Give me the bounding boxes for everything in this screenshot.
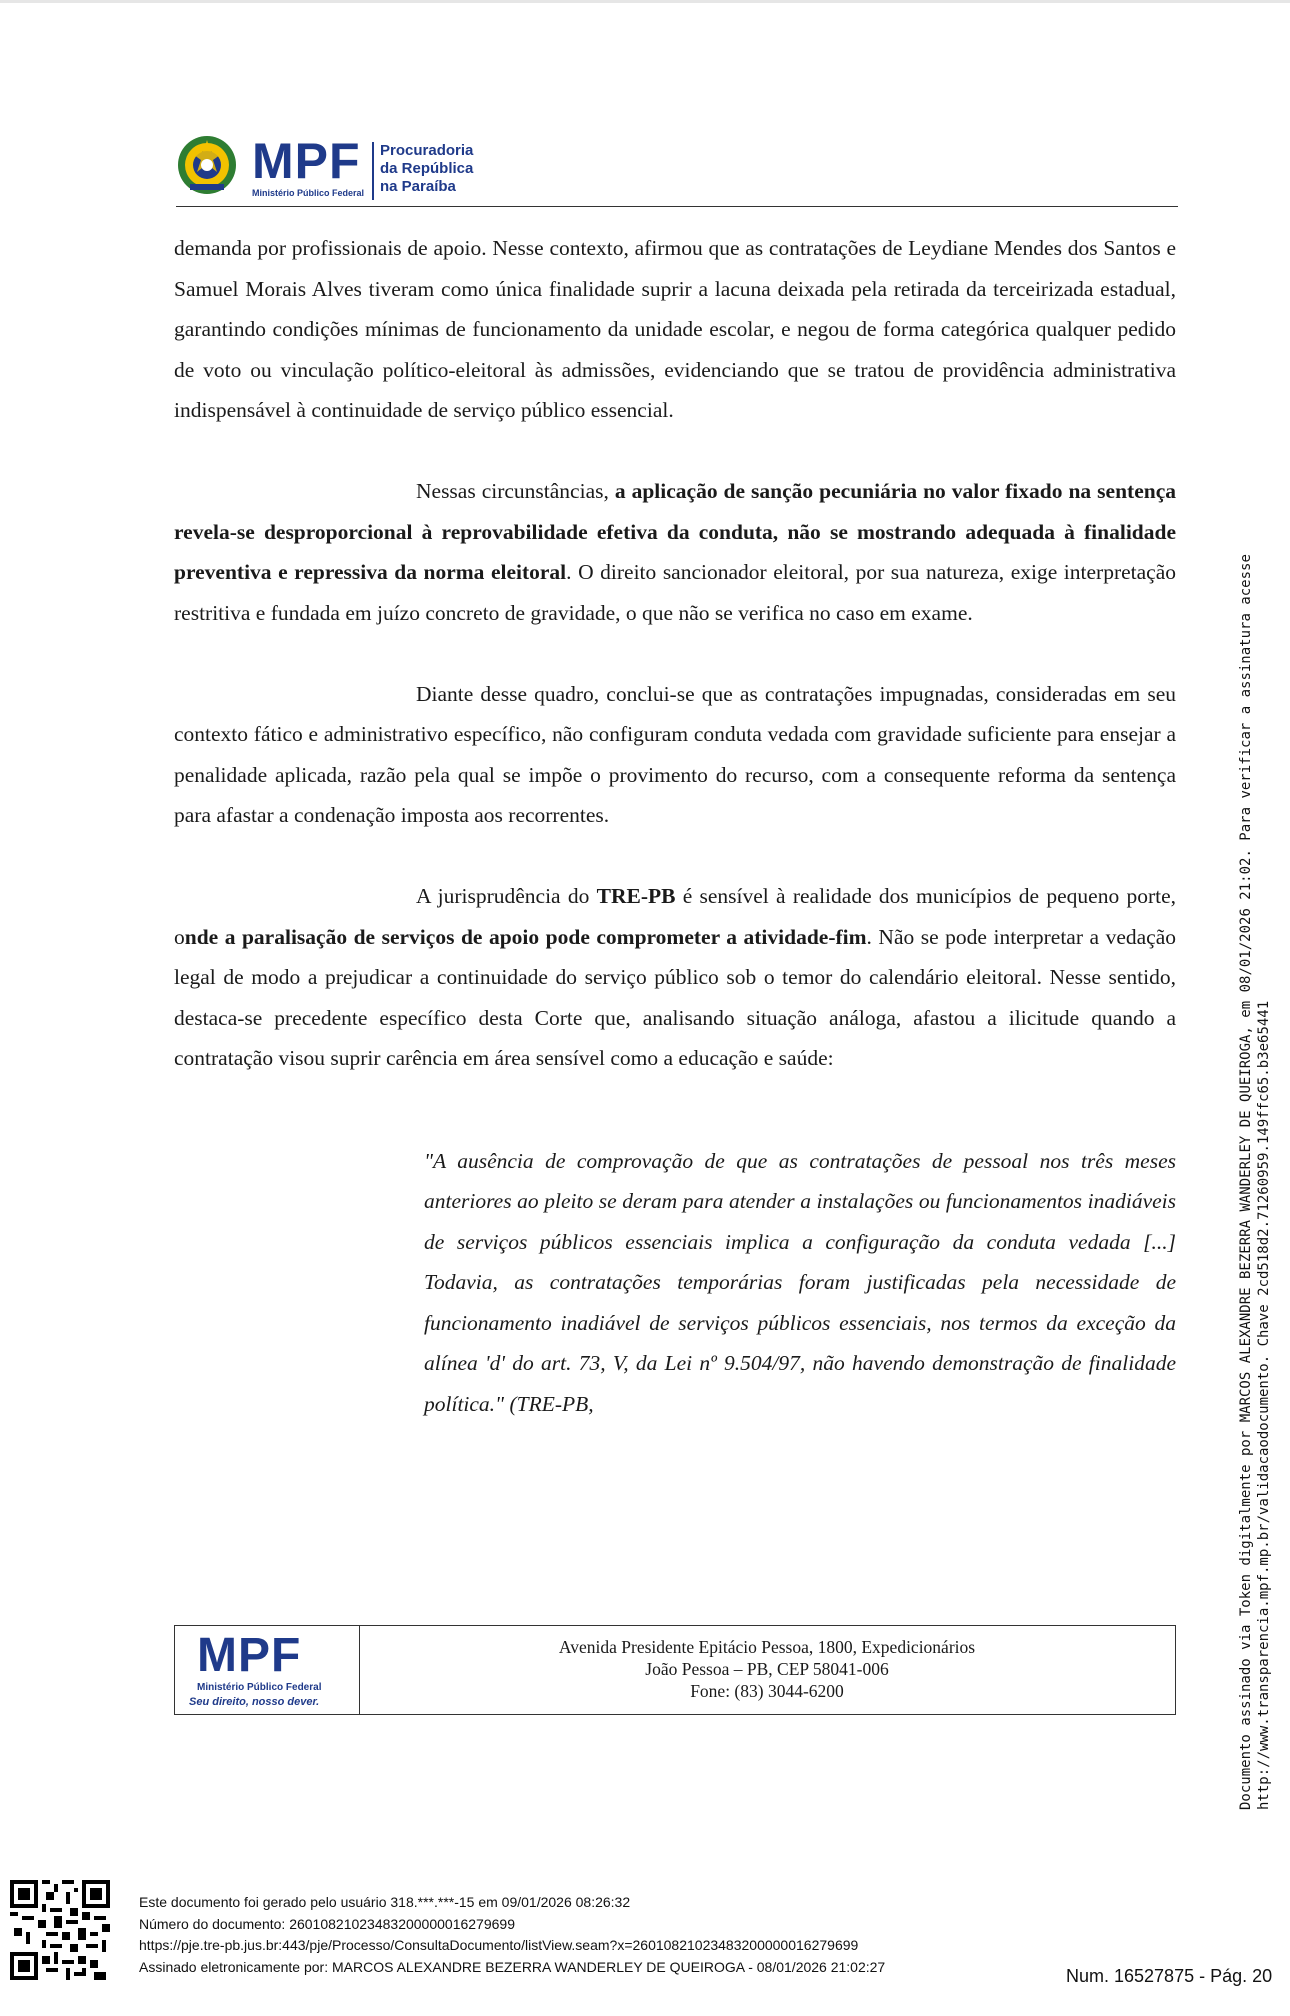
- procuradoria-label: [380, 142, 473, 196]
- footer-box: [174, 1625, 1176, 1715]
- footer-logo-subtext: Ministério Público Federal: [197, 1682, 322, 1693]
- bold-text: a aplicação de sanção pecuniária no valor fixado na sentença revela-se desproporcional à reprovabilidade efetiva da conduta, não se mostrando adequada à finalidade preventiva e repressiva da norma eleitoral: [174, 479, 1176, 584]
- mpf-logo-subtext: Ministério Público Federal: [252, 188, 365, 198]
- qr-code-icon: [10, 1880, 110, 1980]
- document-url-line: https://pje.tre-pb.jus.br:443/pje/Processo/ConsultaDocumento/listView.seam?x=26010821023483200000016279699: [139, 1937, 859, 1953]
- document-number-line: Número do documento: 26010821023483200000016279699: [139, 1915, 515, 1932]
- procuradoria-line: na Paraíba: [380, 178, 456, 195]
- paragraph-4: [174, 876, 1176, 1079]
- signature-verification-link: http://www.transparencia.mpf.mp.br/validacaodocumento. Chave 2cd518d2.71260959.149ffc65.b3e65441: [1256, 1000, 1272, 1810]
- jurisprudence-quote: "A ausência de comprovação de que as contratações de pessoal nos três meses anteriores ao pleito se deram para atender a instalações ou funcionamentos inadiáveis de serviços públicos essenciais implica a configuração da conduta vedada [...] Todavia, as contratações temporárias foram justificadas pela necessidade de funcionamento inadiável de serviços públicos essenciais, nos termos da exceção da alínea 'd' do art. 73, V, da Lei nº 9.504/97, não havendo demonstração de finalidade política." (TRE-PB,: [424, 1148, 1176, 1416]
- address-line: Avenida Presidente Epitácio Pessoa, 1800, Expedicionários: [558, 1637, 976, 1657]
- text-span: é sensível à realidade dos municípios de pequeno porte, o: [174, 884, 1177, 949]
- address-line: João Pessoa – PB, CEP 58041-006: [645, 1659, 889, 1679]
- document-body: [174, 228, 1176, 1424]
- paragraph-3: Diante desse quadro, conclui-se que as contratações impugnadas, consideradas em seu contexto fático e administrativo específico, não configuram conduta vedada com gravidade suficiente para ensejar a penalidade aplicada, razão pela qual se impõe o provimento do recurso, com a consequente reforma da sentença para afastar a condenação imposta aos recorrentes.: [174, 681, 1176, 827]
- signed-by-line: Assinado eletronicamente por: MARCOS ALEXANDRE BEZERRA WANDERLEY DE QUEIROGA - 08/01/2026 21:02:27: [139, 1958, 886, 1975]
- page-number: Num. 16527875 - Pág. 20: [1066, 1966, 1273, 1986]
- procuradoria-line: da República: [380, 160, 474, 177]
- coat-of-arms-icon: [176, 134, 238, 196]
- mpf-logo-text: MPF: [252, 133, 361, 189]
- mpf-logo: [252, 133, 492, 202]
- footer-logo-text: MPF: [197, 1629, 302, 1682]
- text-span: . O direito sancionador eleitoral, por sua natureza, exige interpretação restritiva e fundada em juízo concreto de gravidade, o que não se verifica no caso em exame.: [174, 560, 1176, 625]
- paragraph-1: demanda por profissionais de apoio. Nesse contexto, afirmou que as contratações de Leydiane Mendes dos Santos e Samuel Morais Alves tiveram como única finalidade suprir a lacuna deixada pela retirada da terceirizada estadual, garantindo condições mínimas de funcionamento da unidade escolar, e negou de forma categórica qualquer pedido de voto ou vinculação político-eleitoral às admissões, evidenciando que se tratou de providência administrativa indispensável à continuidade de serviço público essencial.: [174, 236, 1176, 422]
- paragraph-2: [174, 471, 1176, 633]
- bold-text: TRE-PB: [596, 884, 676, 908]
- signature-line: Documento assinado via Token digitalmente por MARCOS ALEXANDRE BEZERRA WANDERLEY DE QUEIROGA, em 08/01/2026 21:02. Para verificar a assinatura acesse: [1238, 554, 1254, 1810]
- procuradoria-line: Procuradoria: [380, 142, 474, 159]
- footer-tagline: Seu direito, nosso dever.: [189, 1696, 320, 1708]
- top-border: [0, 0, 1290, 3]
- digital-signature-note: [1237, 210, 1273, 1810]
- phone-line: Fone: (83) 3044-6200: [690, 1681, 844, 1701]
- text-span: A jurisprudência do: [416, 884, 597, 908]
- generated-by-line: Este documento foi gerado pelo usuário 318.***.***-15 em 09/01/2026 08:26:32: [139, 1894, 631, 1910]
- text-span: . Não se pode interpretar a vedação legal de modo a prejudicar a continuidade do serviço público sob o temor do calendário eleitoral. Nesse sentido, destaca-se precedente específico desta Corte que, analisando situação análoga, afastou a ilicitude quando a contratação visou suprir carência em área sensível como a educação e saúde:: [174, 924, 1176, 1070]
- logo-separator: [372, 142, 374, 200]
- footer-logo: [175, 1626, 360, 1714]
- bold-text: nde a paralisação de serviços de apoio pode comprometer a atividade-fim: [184, 924, 867, 949]
- text-span: Nessas circunstâncias,: [416, 479, 615, 503]
- document-metadata: [139, 1892, 885, 1978]
- footer-address: [359, 1636, 1175, 1702]
- page-header: [176, 130, 1178, 207]
